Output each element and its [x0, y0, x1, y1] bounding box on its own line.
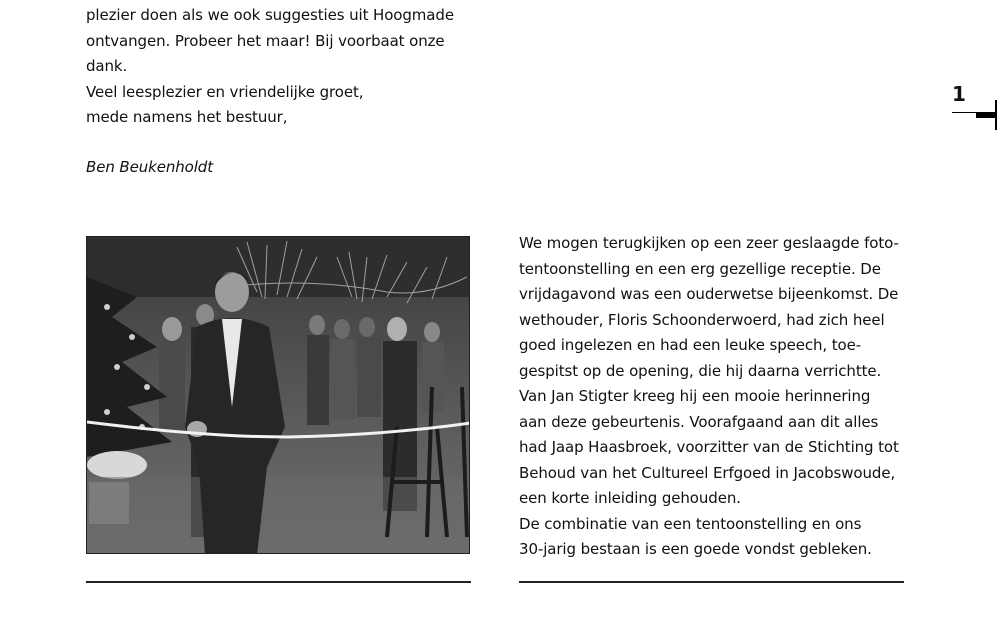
intro-line: ontvangen. Probeer het maar! Bij voorbaat onze [86, 31, 445, 50]
article-line: Van Jan Stigter kreeg hij een mooie herinnering [519, 387, 871, 405]
divider-right [519, 581, 904, 583]
article-line: een korte inleiding gehouden. [519, 489, 741, 507]
intro-line: mede namens het bestuur, [86, 108, 288, 126]
article-line: We mogen terugkijken op een zeer geslaagde foto- [519, 234, 899, 252]
article-line: tentoonstelling en een erg gezellige receptie. De [519, 259, 881, 278]
article-paragraph [519, 231, 914, 563]
intro-line: Veel leesplezier en vriendelijke groet, [86, 82, 364, 101]
article-line: Behoud van het Cultureel Erfgoed in Jacobswoude, [519, 463, 896, 482]
article-line: vrijdagavond was een ouderwetse bijeenkomst. De [519, 285, 899, 303]
ribbon-cutting-photo [86, 236, 470, 554]
page-marker-tick [995, 100, 997, 130]
intro-line: plezier doen als we ook suggesties uit Hoogmade [86, 6, 454, 24]
article-line: aan deze gebeurtenis. Voorafgaand aan dit alles [519, 412, 879, 431]
article-line: wethouder, Floris Schoonderwoerd, had zich heel [519, 310, 885, 329]
article-line: gespitst op de opening, die hij daarna verrichtte. [519, 361, 882, 380]
page-number: 1 [952, 82, 966, 106]
page-marker-block [976, 112, 996, 118]
divider-left [86, 581, 471, 583]
article-line: had Jaap Haasbroek, voorzitter van de Stichting tot [519, 438, 899, 456]
intro-line: dank. [86, 57, 128, 75]
article-line: goed ingelezen en had een leuke speech, toe- [519, 336, 862, 354]
article-line: De combinatie van een tentoonstelling en ons [519, 514, 862, 533]
article-line: 30-jarig bestaan is een goede vondst gebleken. [519, 540, 872, 558]
signature: Ben Beukenholdt [86, 158, 213, 176]
intro-paragraph [86, 3, 486, 131]
photo-illustration [87, 237, 470, 554]
